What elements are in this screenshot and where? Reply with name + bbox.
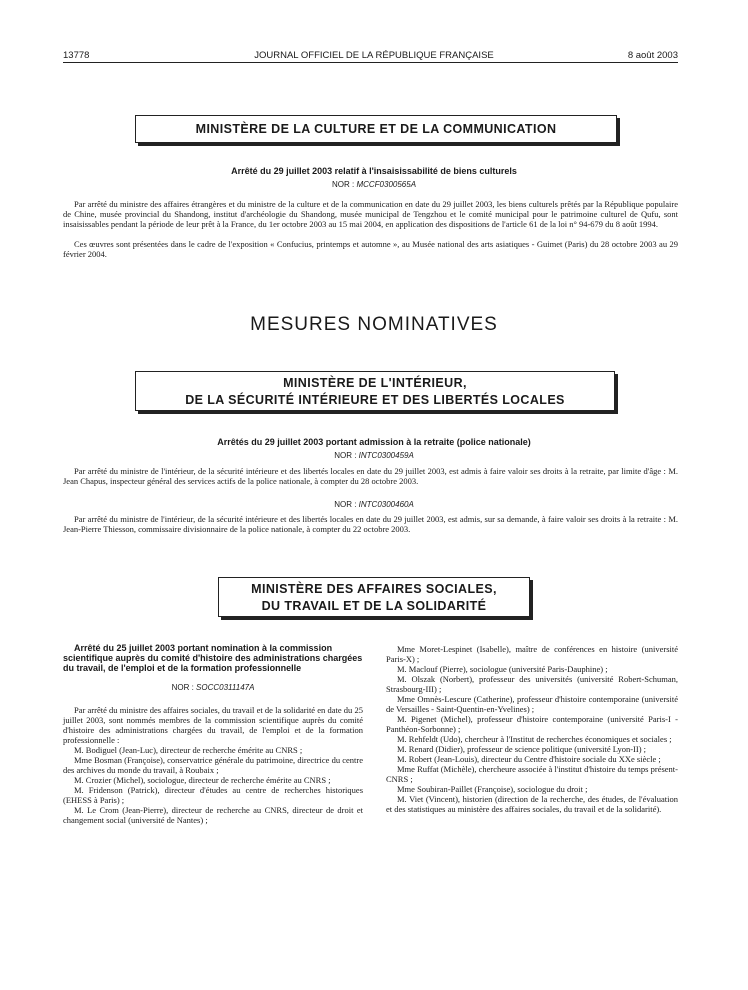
- member-entry: M. Maclouf (Pierre), sociologue (université Paris-Dauphine) ;: [397, 664, 608, 674]
- decree-paragraph: Par arrêté du ministre des affaires étrangères et du ministre de la culture et de la communication en date du 29 juillet 2003, les biens culturels prêtés par la République populaire de Chine, musée provincial du Shandong, institut d'archéologie du Shandong, musée municipal de Tengzhou et le comité municipal pour le patrimoine culturel de Qufu, sont insaisissables pendant la période de leur prêt à la France, du 1er octobre 2003 au 15 mai 2004, en application des dispositions de l'article 61 de la loi n° 94-679 du 8 août 1994.: [63, 199, 678, 229]
- decree-paragraph: Ces œuvres sont présentées dans le cadre de l'exposition « Confucius, printemps et automne », au Musée national des arts asiatiques - Guimet (Paris) du 28 octobre 2003 au 29 février 2004.: [63, 239, 678, 259]
- member-entry: M. Viet (Vincent), historien (direction de la recherche, des études, de l'évaluation et des statistiques au ministère des affaires sociales, du travail et de la solidarité).: [386, 794, 678, 814]
- nor-code: INTC0300460A: [358, 500, 414, 509]
- decree-title: Arrêté du 25 juillet 2003 portant nomination à la commission scientifique auprès du comité d'histoire des administrations chargées du travail, de l'emploi et de la formation professionnelle: [63, 643, 363, 673]
- member-entry: M. Le Crom (Jean-Pierre), directeur de recherche au CNRS, directeur de droit et changement social (université de Nantes) ;: [63, 805, 363, 825]
- ministry-name-line1: MINISTÈRE DE L'INTÉRIEUR,: [283, 376, 467, 390]
- page-number: 13778: [63, 50, 90, 61]
- decree-paragraph: Par arrêté du ministre de l'intérieur, de la sécurité intérieure et des libertés locales en date du 29 juillet 2003, est admis à faire valoir ses droits à la retraite, par limite d'âge : M. Jean Chapus, inspecteur général des services actifs de la police nationale, à compter du 28 octobre 2003.: [63, 466, 678, 486]
- ministry-box-affaires-sociales: [218, 577, 530, 617]
- nor-reference: NOR : INTC0300460A: [334, 500, 414, 509]
- ministry-name-line1: MINISTÈRE DES AFFAIRES SOCIALES,: [251, 582, 497, 596]
- member-entry: M. Fridenson (Patrick), directeur d'études au centre de recherches historiques (EHESS à Paris) ;: [63, 785, 363, 805]
- nor-reference: NOR : INTC0300459A: [334, 451, 414, 460]
- decree-paragraph: Par arrêté du ministre des affaires sociales, du travail et de la solidarité en date du 25 juillet 2003, sont nommés membres de la commission scientifique auprès du comité d'histoire des administrations chargées du travail, de l'emploi et de la formation professionnelle :: [63, 705, 363, 745]
- member-entry: Mme Omnès-Lescure (Catherine), professeur d'histoire contemporaine (université de Versailles - Saint-Quentin-en-Yvelines) ;: [386, 694, 678, 714]
- member-entry: M. Renard (Didier), professeur de science politique (université Lyon-II) ;: [397, 744, 647, 754]
- left-column: [63, 643, 363, 825]
- decree-title: Arrêtés du 29 juillet 2003 portant admission à la retraite (police nationale): [217, 437, 531, 447]
- header-rule: [63, 62, 678, 63]
- nor-code: INTC0300459A: [358, 451, 414, 460]
- member-entry: M. Pigenet (Michel), professeur d'histoire contemporaine (université Paris-I - Panthéon-Sorbonne) ;: [386, 714, 678, 734]
- ministry-name: MINISTÈRE DE LA CULTURE ET DE LA COMMUNICATION: [195, 122, 557, 136]
- nor-reference: NOR : SOCC0311147A: [171, 683, 255, 692]
- member-entry: M. Robert (Jean-Louis), directeur du Centre d'histoire sociale du XXe siècle ;: [397, 754, 661, 764]
- member-entry: Mme Moret-Lespinet (Isabelle), maître de conférences en histoire (université Paris-X) ;: [386, 644, 678, 664]
- nor-code: SOCC0311147A: [196, 683, 255, 692]
- nor-code: MCCF0300565A: [356, 180, 417, 189]
- decree-title: Arrêté du 29 juillet 2003 relatif à l'insaisissabilité de biens culturels: [231, 166, 517, 176]
- member-entry: M. Rehfeldt (Udo), chercheur à l'Institut de recherches économiques et sociales ;: [397, 734, 672, 744]
- ministry-name-line2: DU TRAVAIL ET DE LA SOLIDARITÉ: [261, 599, 487, 613]
- member-entry: M. Crozier (Michel), sociologue, directeur de recherche émérite au CNRS ;: [74, 775, 331, 785]
- member-entry: M. Olszak (Norbert), professeur des universités (université Robert-Schuman, Strasbourg-III) ;: [386, 674, 678, 694]
- member-entry: Mme Ruffat (Michèle), chercheure associée à l'institut d'histoire du temps présent-CNRS ;: [386, 764, 678, 784]
- member-entry: Mme Bosman (Françoise), conservatrice générale du patrimoine, directrice du centre des archives du monde du travail, à Roubaix ;: [63, 755, 363, 775]
- decree-paragraph: Par arrêté du ministre de l'intérieur, de la sécurité intérieure et des libertés locales en date du 29 juillet 2003, est admis, sur sa demande, à faire valoir ses droits à la retraite : M. Jean-Pierre Thiesson, commissaire divisionnaire de la police nationale, à compter du 22 octobre 2003.: [63, 514, 678, 534]
- section-heading: MESURES NOMINATIVES: [250, 314, 498, 335]
- nor-reference: NOR : MCCF0300565A: [331, 180, 417, 189]
- issue-date: 8 août 2003: [627, 50, 678, 61]
- right-column: [386, 644, 678, 814]
- member-entry: M. Bodiguel (Jean-Luc), directeur de recherche émérite au CNRS ;: [74, 745, 303, 755]
- member-entry: Mme Soubiran-Paillet (Françoise), sociologue du droit ;: [397, 784, 588, 794]
- ministry-box-interieur: [135, 371, 615, 411]
- ministry-name-line2: DE LA SÉCURITÉ INTÉRIEURE ET DES LIBERTÉS LOCALES: [185, 393, 565, 407]
- journal-title: JOURNAL OFFICIEL DE LA RÉPUBLIQUE FRANÇAISE: [254, 50, 494, 61]
- ministry-box-culture: [135, 115, 617, 143]
